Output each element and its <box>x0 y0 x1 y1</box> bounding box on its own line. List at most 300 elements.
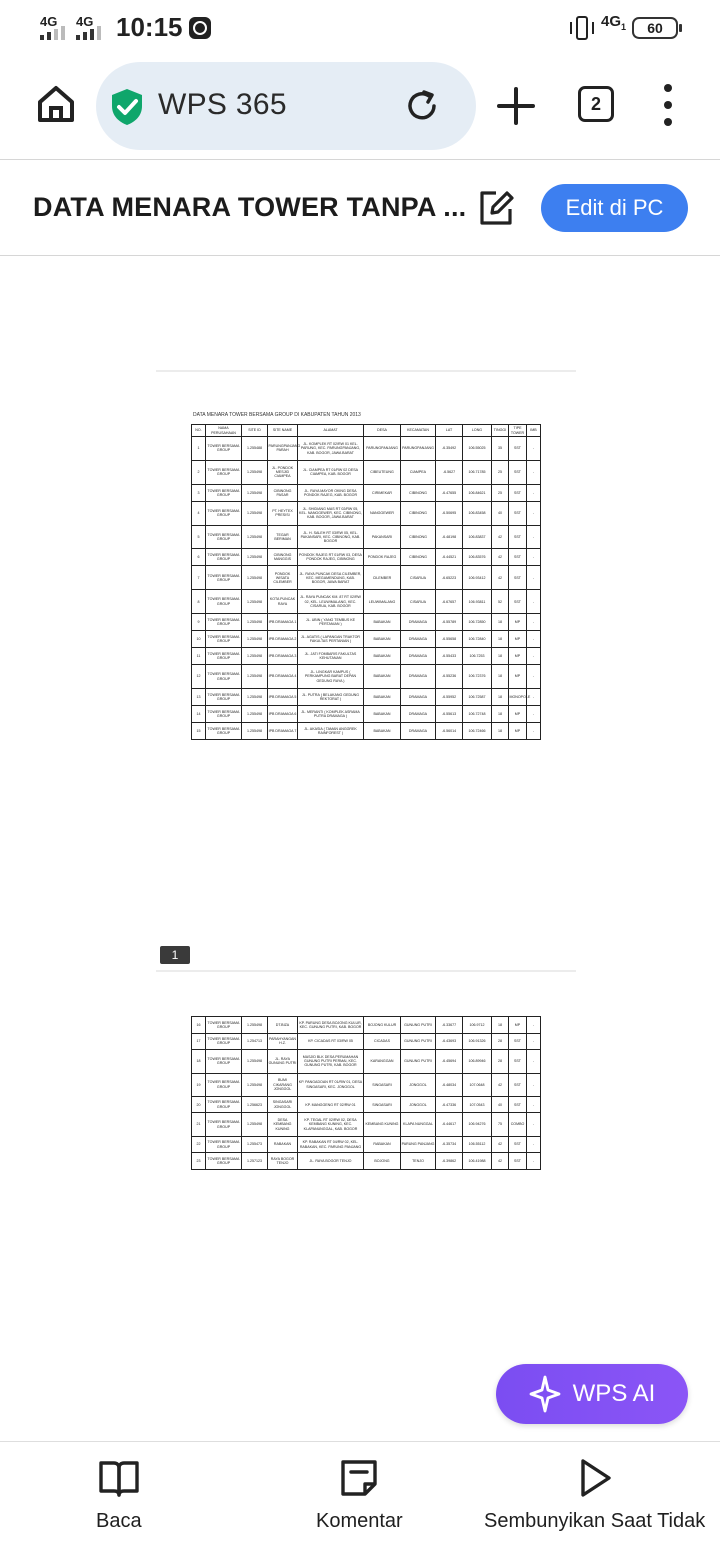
table-cell: 18 <box>492 1017 509 1034</box>
table-cell: 3 <box>192 484 206 501</box>
table-cell: 1.255498 <box>242 501 268 525</box>
table-cell: SST <box>509 1033 527 1050</box>
table-cell: 18 <box>492 705 509 722</box>
comment-label: Komentar <box>316 1510 403 1532</box>
table-cell: CIBINONG MANGGIS <box>268 549 298 566</box>
read-button[interactable] <box>96 1458 142 1533</box>
table-cell: SST <box>509 590 527 614</box>
document-heading: DATA MENARA TOWER BERSAMA GROUP DI KABUPATEN TAHUN 2013 <box>193 412 361 418</box>
table-row <box>192 1153 541 1170</box>
table-cell: CIBINONG <box>401 525 436 549</box>
comment-button[interactable] <box>316 1458 403 1533</box>
table-cell: TOWER BERSAMA GROUP <box>206 566 242 590</box>
table-cell: - <box>527 1096 541 1113</box>
table-cell: JL. RAYA PUNCAK DESA CILEMBER, KEC. MEGAMENDUNG, KAB. BOGOR, JAWA BARAT <box>298 566 364 590</box>
table-cell: 18 <box>492 631 509 648</box>
table-cell: BOJONG <box>364 1153 401 1170</box>
table-cell: CIAMPEA <box>401 460 436 484</box>
table-cell: - <box>527 1113 541 1136</box>
book-icon <box>98 1458 140 1498</box>
table-cell: -6.47336 <box>436 1096 463 1113</box>
table-row <box>192 648 541 665</box>
table-cell: JONGGOL <box>401 1073 436 1096</box>
table-cell: MP <box>509 631 527 648</box>
table-cell: 42 <box>492 1153 509 1170</box>
table-cell: 106.91326 <box>463 1033 492 1050</box>
table-cell: MASJID BLK DESA PERUMAHAN GUNUNG PUTRI PERMAI, KEC. GUNUNG PUTRI, KAB. BOGOR <box>298 1050 364 1073</box>
table-cell: - <box>527 1073 541 1096</box>
table-cell: JL. SHIDIANG MAS RT 02/RW 05, KEL. NANGGEWER, KEC. CIBINONG, KAB. BOGOR, JAWA BARAT <box>298 501 364 525</box>
table-cell: TOWER BERSAMA GROUP <box>206 688 242 705</box>
table-cell: PT. HEYTEX PRESISI <box>268 501 298 525</box>
table-cell: TOWER BERSAMA GROUP <box>206 665 242 689</box>
table-cell: BABAKAN <box>364 688 401 705</box>
table-cell: -6.35734 <box>436 1136 463 1153</box>
table-cell: -6.67657 <box>436 590 463 614</box>
table-cell: GUNUNG PUTRI <box>401 1050 436 1073</box>
table-cell: - <box>527 665 541 689</box>
table-cell: JL. JATI FOMBARIS FAKULTAS KEHUTANAN <box>298 648 364 665</box>
table-cell: 1 <box>192 437 206 461</box>
table-cell: - <box>527 722 541 739</box>
table-cell: 1.255498 <box>242 1050 268 1073</box>
table-cell: TOWER BERSAMA GROUP <box>206 525 242 549</box>
table-cell: KP. TEGAL RT 02/RW 02, DESA KEMBANG KUNING, KEC. KLAPANUNGGAL, KAB. BOGOR <box>298 1113 364 1136</box>
table-cell: 42 <box>492 525 509 549</box>
signal-sim1-icon <box>40 14 74 40</box>
table-row <box>192 665 541 689</box>
table-cell: TENJO <box>401 1153 436 1170</box>
table-cell: 106.93811 <box>463 590 492 614</box>
table-cell: 42 <box>492 1136 509 1153</box>
table-cell: BABAKAN <box>364 665 401 689</box>
tabs-icon[interactable]: 2 <box>578 86 614 122</box>
table-cell: DRAMAGA <box>401 705 436 722</box>
table-cell: - <box>527 590 541 614</box>
table-cell: CILEMBER <box>364 566 401 590</box>
table-cell: RAYA BOGOR TENJO <box>268 1153 298 1170</box>
table-cell: SST <box>509 525 527 549</box>
table-cell: 106.71785 <box>463 460 492 484</box>
table-cell: DRAMAGA <box>401 614 436 631</box>
table-cell: 1.255498 <box>242 688 268 705</box>
table-cell: BABAKAN <box>364 631 401 648</box>
table-cell: 1.255498 <box>242 566 268 590</box>
table-cell: 1.255498 <box>242 705 268 722</box>
table-cell: BABAKAN <box>364 614 401 631</box>
url-text: WPS 365 <box>158 88 287 121</box>
table-row <box>192 566 541 590</box>
table-cell: 22 <box>192 1136 206 1153</box>
hide-when-idle-button[interactable] <box>484 1458 705 1533</box>
plus-icon[interactable] <box>496 86 536 126</box>
table-cell: MP <box>509 705 527 722</box>
table-cell: - <box>527 525 541 549</box>
table-cell: CICADAS <box>364 1033 401 1050</box>
table-cell: RABAKAN <box>364 1136 401 1153</box>
table-cell: 106.9712 <box>463 1017 492 1034</box>
table-cell: TOWER BERSAMA GROUP <box>206 1153 242 1170</box>
table-cell: CIBINONG PASAR <box>268 484 298 501</box>
table-cell: -6.55613 <box>436 705 463 722</box>
table-cell: TOWER BERSAMA GROUP <box>206 648 242 665</box>
table-cell: JONGGOL <box>401 1096 436 1113</box>
table-cell: TOWER BERSAMA GROUP <box>206 1073 242 1096</box>
table-cell: - <box>527 501 541 525</box>
table-cell: 107.0543 <box>463 1096 492 1113</box>
table-cell: 52 <box>492 590 509 614</box>
table-cell: -6.55952 <box>436 688 463 705</box>
page-break <box>156 970 576 972</box>
table-header-cell: ALAMAT <box>298 425 364 437</box>
table-cell: JL. RAYA PUNCAK KM. 87 RT 02/RW 02, KEL. LEUWIMALANG, KEC. CISARUA, KAB. BOGOR <box>298 590 364 614</box>
table-cell: PONDOK RAJEG RT 01/RW 03, DESA PONDOK RAJEG, CIBINONG <box>298 549 364 566</box>
table-cell: JL. AGATIS ( LAPANGAN TRAKTOR FAKULTAS PERTANIAN ) <box>298 631 364 648</box>
table-cell: -6.50695 <box>436 501 463 525</box>
table-cell: BABAKAN <box>364 648 401 665</box>
table-cell: KOTA PUNCAK RAYA <box>268 590 298 614</box>
table-cell: IPB DRAMAGA 5 <box>268 688 298 705</box>
document-header <box>0 160 720 256</box>
page-top-edge <box>156 370 576 372</box>
table-cell: DRAMAGA <box>401 648 436 665</box>
battery-icon: 60 <box>632 17 678 39</box>
table-cell: 23 <box>192 1153 206 1170</box>
table-row <box>192 631 541 648</box>
table-cell: TOWER BERSAMA GROUP <box>206 484 242 501</box>
table-cell: TOWER BERSAMA GROUP <box>206 1050 242 1073</box>
table-cell: 75 <box>492 1113 509 1136</box>
table-cell: SST <box>509 437 527 461</box>
table-cell: 1.255498 <box>242 590 268 614</box>
table-cell: CIBINONG <box>401 501 436 525</box>
table-cell: TOWER BERSAMA GROUP <box>206 614 242 631</box>
table-cell: MP <box>509 722 527 739</box>
table-cell: SST <box>509 1050 527 1073</box>
table-cell: TOWER BERSAMA GROUP <box>206 460 242 484</box>
signal-sim2-icon <box>76 14 110 40</box>
wps-ai-button[interactable] <box>496 1364 688 1424</box>
table-cell: 106.83576 <box>463 549 492 566</box>
table-cell: IPB DRAMAGA 7 <box>268 722 298 739</box>
play-icon <box>575 1458 615 1498</box>
table-cell: SST <box>509 1096 527 1113</box>
table-cell: 1.255498 <box>242 631 268 648</box>
status-time: 10:15 <box>116 12 183 42</box>
read-label: Baca <box>96 1510 142 1532</box>
sim1-label: 4G <box>40 14 58 29</box>
table-cell: KLAPA NUNGGAL <box>401 1113 436 1136</box>
table-cell: PARAHYANGAN H.Z. <box>268 1033 298 1050</box>
table-cell: 40 <box>492 1096 509 1113</box>
table-cell: COMBO <box>509 1113 527 1136</box>
table-cell: 10 <box>192 631 206 648</box>
table-row <box>192 590 541 614</box>
table-cell: IPB DRAMAGA 4 <box>268 665 298 689</box>
table-cell: SST <box>509 1136 527 1153</box>
table-cell: BABAKAN <box>364 705 401 722</box>
table-cell: TOWER BERSAMA GROUP <box>206 631 242 648</box>
table-cell: - <box>527 1153 541 1170</box>
table-cell: TOWER BERSAMA GROUP <box>206 1017 242 1034</box>
table-cell: - <box>527 1033 541 1050</box>
table-cell: -6.33677 <box>436 1017 463 1034</box>
data-table-page2 <box>191 1016 541 1170</box>
home-icon[interactable] <box>34 82 78 126</box>
bottom-action-bar <box>0 1441 720 1544</box>
table-cell: -6.39862 <box>436 1153 463 1170</box>
table-cell: 107.0648 <box>463 1073 492 1096</box>
table-cell: 106.83458 <box>463 501 492 525</box>
table-cell: -6.35492 <box>436 437 463 461</box>
table-cell: 106.72748 <box>463 705 492 722</box>
more-vertical-icon[interactable] <box>656 84 680 126</box>
table-cell: 6 <box>192 549 206 566</box>
table-cell: DRAMAGA <box>401 631 436 648</box>
table-header-cell: LAT <box>436 425 463 437</box>
table-cell: -6.55658 <box>436 631 463 648</box>
table-cell: 106.7253 <box>463 648 492 665</box>
reload-icon[interactable] <box>404 88 440 124</box>
table-cell: KP. PARUNG DESA BOJONG KULUR, KEC. GUNUNG PUTRI, KAB. BOGOR <box>298 1017 364 1034</box>
table-cell: TOWER BERSAMA GROUP <box>206 1136 242 1153</box>
table-cell: DESA KEMBANG KUNING <box>268 1113 298 1136</box>
table-cell: 1.255473 <box>242 1136 268 1153</box>
document-title: DATA MENARA TOWER TANPA ... <box>33 192 467 222</box>
table-cell: BABAKAN <box>364 722 401 739</box>
table-cell: 4 <box>192 501 206 525</box>
table-cell: TOWER BERSAMA GROUP <box>206 1096 242 1113</box>
table-row <box>192 614 541 631</box>
table-cell: SST <box>509 549 527 566</box>
table-cell: 18 <box>492 648 509 665</box>
table-cell: 1.255498 <box>242 665 268 689</box>
table-cell: 40 <box>492 501 509 525</box>
table-cell: TOWER BERSAMA GROUP <box>206 549 242 566</box>
table-cell: SST <box>509 484 527 501</box>
document-viewer[interactable] <box>0 256 720 1440</box>
table-cell: DRAMAGA <box>401 722 436 739</box>
comment-icon <box>339 1458 379 1498</box>
table-cell: GUNUNG PUTRI <box>401 1017 436 1034</box>
table-row <box>192 484 541 501</box>
table-cell: -6.65223 <box>436 566 463 590</box>
edit-on-pc-button[interactable]: Edit di PC <box>541 184 688 232</box>
table-cell: -6.48034 <box>436 1073 463 1096</box>
table-cell: JL. MERANTI ( KOMPLEK ASRAMA PUTRA DRAMAGA ) <box>298 705 364 722</box>
wps-ai-label: WPS AI <box>572 1380 656 1407</box>
table-header-cell: IMB <box>527 425 541 437</box>
table-cell: 106.72840 <box>463 631 492 648</box>
table-cell: KP. MANGGENG RT 02/RW 01 <box>298 1096 364 1113</box>
table-cell: BOJONG KULUR <box>364 1017 401 1034</box>
table-cell: 21 <box>192 1113 206 1136</box>
table-cell: - <box>527 648 541 665</box>
table-cell: CIBINONG <box>401 484 436 501</box>
table-cell: MONOPOLE <box>509 688 527 705</box>
table-cell: MP <box>509 1017 527 1034</box>
table-cell: 16 <box>192 1017 206 1034</box>
table-cell: PONDOK WISATA CILEMBER <box>268 566 298 590</box>
table-row <box>192 705 541 722</box>
table-cell: -6.44521 <box>436 549 463 566</box>
table-cell: 106.93412 <box>463 566 492 590</box>
table-cell: CIBINONG <box>401 549 436 566</box>
table-header-cell: DESA <box>364 425 401 437</box>
table-cell: 1.257123 <box>242 1153 268 1170</box>
table-cell: TOWER BERSAMA GROUP <box>206 722 242 739</box>
table-cell: SST <box>509 566 527 590</box>
table-cell: TOWER BERSAMA GROUP <box>206 590 242 614</box>
table-header-cell: NAMA PERUSAHAAN <box>206 425 242 437</box>
table-header-cell: SITE NAME <box>268 425 298 437</box>
table-cell: 1.255498 <box>242 1073 268 1096</box>
table-cell: TOWER BERSAMA GROUP <box>206 1113 242 1136</box>
table-cell: 28 <box>492 1050 509 1073</box>
table-cell: NANGGEWER <box>364 501 401 525</box>
table-cell: JL. UBIN ( YANG TEMBUS KE PERTANIAN ) <box>298 614 364 631</box>
table-row <box>192 501 541 525</box>
table-cell: TOWER BERSAMA GROUP <box>206 437 242 461</box>
table-cell: 25 <box>492 460 509 484</box>
table-cell: PARUNGPANJANG PARAH <box>268 437 298 461</box>
table-cell: DT.BIZA <box>268 1017 298 1034</box>
table-row <box>192 1033 541 1050</box>
table-cell: TOWER BERSAMA GROUP <box>206 501 242 525</box>
table-cell: JL. PONDOK MESJID CIAMPEA <box>268 460 298 484</box>
table-row <box>192 1113 541 1136</box>
table-row <box>192 525 541 549</box>
table-cell: - <box>527 614 541 631</box>
table-cell: -6.44617 <box>436 1113 463 1136</box>
network-indicator: $4G_1$ <box>601 13 627 32</box>
table-cell: IPB DRAMAGA 2 <box>268 631 298 648</box>
table-cell: 18 <box>492 614 509 631</box>
table-header-cell: LONG <box>463 425 492 437</box>
table-cell: - <box>527 437 541 461</box>
table-cell: 106.55025 <box>463 437 492 461</box>
table-cell: -6.5627 <box>436 460 463 484</box>
table-cell: 18 <box>492 722 509 739</box>
table-cell: 106.55112 <box>463 1136 492 1153</box>
table-cell: PARUNGPANJANG <box>364 437 401 461</box>
table-cell: 17 <box>192 1033 206 1050</box>
table-cell: RABAKAN <box>268 1136 298 1153</box>
table-cell: 106.83837 <box>463 525 492 549</box>
table-cell: 18 <box>492 665 509 689</box>
table-cell: JL. RAYA BOGOR TENJO <box>298 1153 364 1170</box>
table-cell: IPB DRAMAGA 1 <box>268 614 298 631</box>
table-cell: - <box>527 460 541 484</box>
table-cell: 106.72466 <box>463 722 492 739</box>
table-cell: - <box>527 705 541 722</box>
table-cell: 5 <box>192 525 206 549</box>
vibrate-icon <box>570 16 594 40</box>
table-cell: 106.94276 <box>463 1113 492 1136</box>
table-cell: - <box>527 1136 541 1153</box>
table-cell: 7 <box>192 566 206 590</box>
browser-toolbar <box>0 58 720 158</box>
table-cell: PARUNG PANJANG <box>401 1136 436 1153</box>
table-cell: JL. H. SALEH RT 03/RW 05, KEL. PAKANSARI, KEC. CIBINONG, KAB. BOGOR <box>298 525 364 549</box>
table-cell: -6.48198 <box>436 525 463 549</box>
table-cell: MP <box>509 648 527 665</box>
table-cell: -6.55236 <box>436 665 463 689</box>
table-cell: 106.72376 <box>463 665 492 689</box>
table-cell: TOWER BERSAMA GROUP <box>206 705 242 722</box>
table-cell: SINGASARI <box>364 1096 401 1113</box>
edit-icon[interactable] <box>476 188 516 228</box>
table-cell: DRAMAGA <box>401 688 436 705</box>
table-cell: 12 <box>192 665 206 689</box>
table-row <box>192 1050 541 1073</box>
table-cell: 2 <box>192 460 206 484</box>
table-row <box>192 437 541 461</box>
table-cell: CISARUA <box>401 590 436 614</box>
table-cell: 8 <box>192 590 206 614</box>
table-cell: 18 <box>192 1050 206 1073</box>
table-row <box>192 1136 541 1153</box>
table-row <box>192 1073 541 1096</box>
table-cell: 1.254713 <box>242 1033 268 1050</box>
table-cell: CIRIMEKAR <box>364 484 401 501</box>
address-bar[interactable] <box>96 62 476 150</box>
table-cell: DRAMAGA <box>401 665 436 689</box>
table-cell: -6.55433 <box>436 648 463 665</box>
table-cell: 1.255498 <box>242 648 268 665</box>
table-cell: 11 <box>192 648 206 665</box>
table-cell: LEUWIMALANG <box>364 590 401 614</box>
table-row <box>192 1096 541 1113</box>
table-cell: JL. CIAMPEA RT 01/RW 02 DESA CIAMPEA, KAB. BOGOR <box>298 460 364 484</box>
table-cell: KEMBANG KUNING <box>364 1113 401 1136</box>
table-cell: IPB DRAMAGA 6 <box>268 705 298 722</box>
table-cell: CIBEUTEUNG <box>364 460 401 484</box>
table-cell: JL. PUTRA ( BELAKANG GEDUNG REKTORAT ) <box>298 688 364 705</box>
table-cell: - <box>527 1050 541 1073</box>
table-header-cell: NO. <box>192 425 206 437</box>
table-cell: SST <box>509 1073 527 1096</box>
table-cell: SST <box>509 501 527 525</box>
table-cell: TOWER BERSAMA GROUP <box>206 1033 242 1050</box>
table-cell: IPB DRAMAGA 3 <box>268 648 298 665</box>
table-cell: KARANGGAN <box>364 1050 401 1073</box>
table-cell: SINGASARI JONGGOL <box>268 1096 298 1113</box>
table-cell: 13 <box>192 688 206 705</box>
table-cell: 1.255498 <box>242 549 268 566</box>
data-table-page1 <box>191 424 541 740</box>
dnd-icon <box>189 17 211 39</box>
table-cell: SINGASARI <box>364 1073 401 1096</box>
table-cell: -6.47655 <box>436 484 463 501</box>
table-cell: PAKANSARI <box>364 525 401 549</box>
table-cell: JL. LINGKAR KAMPUS ( PERKAMPUNG BARAT DEPAN GEDUNG RAYA ) <box>298 665 364 689</box>
table-cell: 106.41988 <box>463 1153 492 1170</box>
table-cell: -6.56014 <box>436 722 463 739</box>
table-cell: 28 <box>492 1033 509 1050</box>
table-cell: - <box>527 484 541 501</box>
table-cell: 106.72587 <box>463 688 492 705</box>
table-cell: MP <box>509 665 527 689</box>
page-number-badge: 1 <box>160 946 190 964</box>
table-cell: 1.255498 <box>242 460 268 484</box>
table-cell: - <box>527 566 541 590</box>
table-cell: 25 <box>492 484 509 501</box>
table-cell: 106.84621 <box>463 484 492 501</box>
table-cell: 1.256623 <box>242 1096 268 1113</box>
table-cell: 106.72850 <box>463 614 492 631</box>
table-cell: 1.255498 <box>242 1017 268 1034</box>
